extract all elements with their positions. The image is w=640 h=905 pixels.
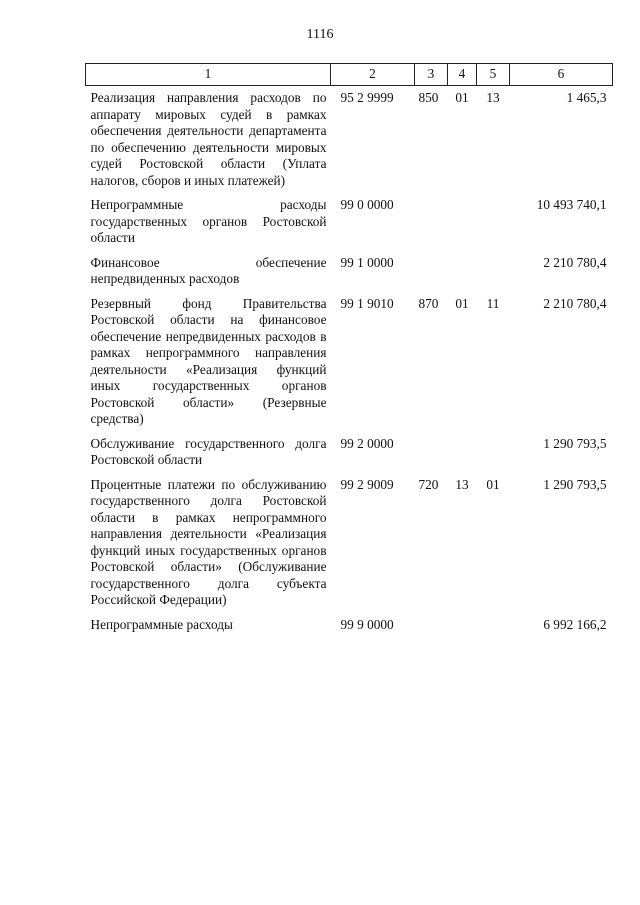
amount-cell: 10 493 740,1 [536,197,607,212]
target-code-cell: 95 2 9999 [340,90,394,105]
subsection-cell: 13 [486,90,500,105]
amount-cell: 1 290 793,5 [543,476,607,492]
subsection-cell: 11 [486,295,500,311]
section-cell: 01 [455,295,469,311]
column-header: 1 [86,64,331,86]
table-row [86,86,613,194]
column-header: 3 [415,64,448,86]
target-code-cell: 99 1 0000 [340,254,394,270]
expense-type-cell [415,613,448,638]
expense-type-cell: 870 [418,295,439,311]
expense-type-cell: 850 [418,90,439,105]
amount-cell: 1 290 793,5 [543,435,607,451]
amount-cell: 1 465,3 [566,90,607,105]
table-row [86,432,613,473]
expense-type-cell [415,432,448,473]
expense-name-cell: Финансовое обеспечение непредвиденных расходов [90,254,327,286]
budget-table [85,63,613,637]
expense-name-cell: Непрограммные расходы [90,616,233,632]
amount-cell: 6 992 166,2 [543,616,607,632]
table-row [86,193,613,251]
target-code-cell: 99 0 0000 [340,197,394,212]
section-cell: 01 [455,90,469,105]
section-cell [448,251,477,292]
page-number: 1116 [306,27,334,42]
amount-cell: 2 210 780,4 [543,254,607,270]
target-code-cell: 99 1 9010 [340,295,394,311]
amount-cell: 2 210 780,4 [543,295,607,311]
section-cell [448,432,477,473]
expense-type-cell [415,193,448,251]
target-code-cell: 99 9 0000 [340,616,394,632]
section-cell [448,613,477,638]
target-code-cell: 99 2 0000 [340,435,394,451]
table-header-row [86,64,613,86]
section-cell [448,193,477,251]
expense-name-cell: Реализация направления расходов по аппарату мировых судей в рамках обеспечения деятельности департамента по обеспечению деятельности мировых судей Ростовской области (Уплата налогов, сборов и иных платежей) [90,90,327,188]
expense-name-cell: Непрограммные расходы государственных органов Ростовской области [90,197,327,245]
expense-name-cell: Обслуживание государственного долга Ростовской области [90,435,327,467]
column-header: 5 [477,64,510,86]
column-header: 6 [510,64,613,86]
subsection-cell [477,193,510,251]
column-header: 2 [331,64,415,86]
table-row [86,473,613,613]
column-header: 4 [448,64,477,86]
table-body [86,86,613,638]
expense-name-cell: Резервный фонд Правительства Ростовской области на финансовое обеспечение непредвиденных расходов в рамках непрограммного направления деятельности «Реализация функций иных государственных органов Ростовской области» (Резервные средства) [90,295,327,426]
subsection-cell: 01 [486,476,500,492]
subsection-cell [477,432,510,473]
subsection-cell [477,613,510,638]
subsection-cell [477,251,510,292]
expense-name-cell: Процентные платежи по обслуживанию государственного долга Ростовской области в рамках непрограммного направления деятельности «Реализация функций иных государственных органов Ростовской области» (Обслуживание государственного долга субъекта Российской Федерации) [90,476,327,607]
target-code-cell: 99 2 9009 [340,476,394,492]
expense-type-cell [415,251,448,292]
table-row [86,292,613,432]
expense-type-cell: 720 [418,476,439,492]
table-row [86,613,613,638]
section-cell: 13 [455,476,469,492]
table-row [86,251,613,292]
